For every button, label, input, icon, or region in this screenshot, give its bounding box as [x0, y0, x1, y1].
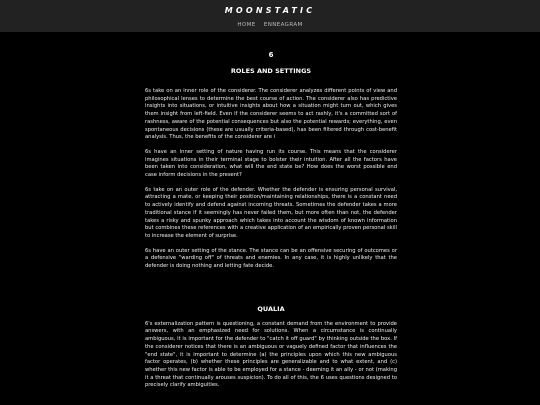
nav-link-enneagram[interactable]: ENNEAGRAM [263, 22, 303, 28]
article-content [145, 50, 397, 390]
site-header [0, 0, 540, 32]
site-nav [0, 22, 540, 28]
paragraph-outer-setting: 6s have an outer setting of the stance. The stance can be an offensive securing of outcomes or a defensive "warding off" of threats and enemies. In any case, it is highly unlikely that the defender is doing nothing and letting fate decide. [145, 247, 397, 270]
paragraph-inner-setting: 6s have an inner setting of nature having run its course. This means that the considerer imagines situations in their terminal stage to bolster their intuition. After all the factors have been taken into consideration, what will the end state be? How does the worst possible end case inform decisions in the present? [145, 148, 397, 179]
paragraph-outer-role: 6s take on an outer role of the defender. Whether the defender is ensuring personal survival, attracting a mate, or keeping their position/maintaining relationships, there is a constant need to actively identify and defend against incoming threats. Sometimes the defender takes a more traditional stance if it seemingly has never failed them, but more often than not, the defender takes a risky and spunky approach which takes into account the wisdom of known information but combines these references with a creative application of an empirically proven personal skill to increase the element of surprise. [145, 186, 397, 239]
paragraph-inner-role: 6s take on an inner role of the considerer. The considerer analyzes different points of view and philosophical lenses to determine the best course of action. The considerer also has predictive insights into situations, or intuitive insights about how a situation might turn out, which gives them insight from left-field. Even if the considerer seems to act rashly, it's a committed sort of rashness, aware of the potential consequences but also the potential rewards; everything, even spontaneous decisions (these are usually criteria-based), has been filtered through cost-benefit analysis. Thus, the benefits of the considerer are i [145, 88, 397, 141]
section-heading-roles-and-settings: ROLES AND SETTINGS [230, 67, 312, 75]
page-title: 6 [268, 51, 274, 59]
nav-link-home[interactable]: HOME [237, 22, 256, 28]
paragraph-qualia: 6's externalization pattern is questioning, a constant demand from the environment to provide answers, with an emphasized need for solutions. When a circumstance is continually ambiguous, it is important for the defender to "catch it off guard" by thinking outside the box. If the considerer notices that there is an ambiguous or vaguely defined factor that influences the "end state", it is important to determine (a) the principles upon which this new ambiguous factor operates, (b) whether these principles are generalizable and to what extent, and (c) whether this new factor is able to be employed for a stance - deeming it an ally - or not (making it a threat that continually arouses suspicion). To do all of this, the 6 uses questions designed to precisely clarify ambiguities. [145, 320, 397, 389]
section-heading-qualia: QUALIA [257, 304, 285, 313]
site-title[interactable]: MOONSTATIC [224, 6, 316, 15]
